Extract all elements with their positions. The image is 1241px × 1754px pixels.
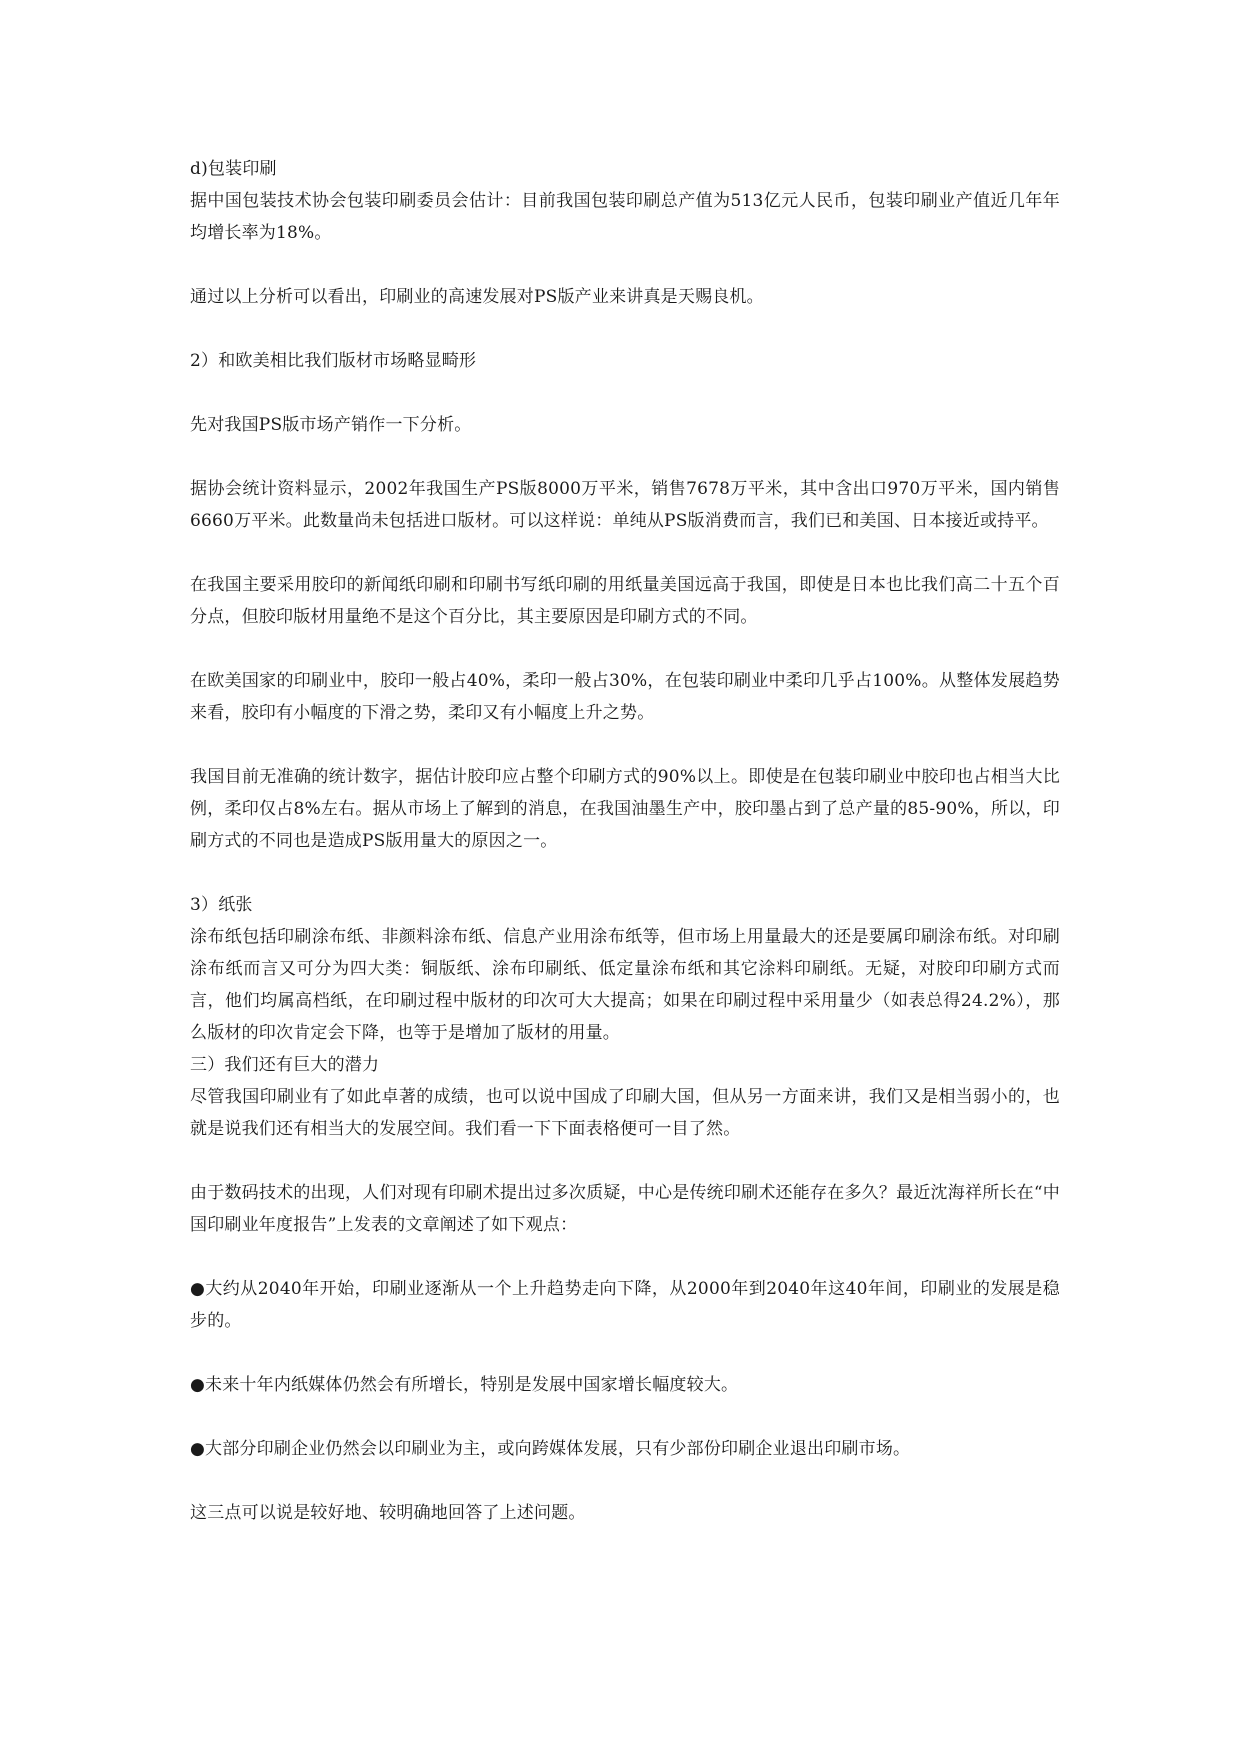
spacer [190,441,1060,473]
spacer [190,1145,1060,1177]
section-heading-packaging-printing: d)包装印刷 [190,159,277,179]
bullet-point-enterprises: ●大部分印刷企业仍然会以印刷业为主，或向跨媒体发展，只有少部份印刷企业退出印刷市场。 [190,1439,911,1459]
paragraph-digital-technology: 由于数码技术的出现，人们对现有印刷术提出过多次质疑，中心是传统印刷术还能存在多久？最近沈海祥所长在“中国印刷业年度报告”上发表的文章阐述了如下观点： [190,1183,1060,1235]
spacer [190,249,1060,281]
paragraph-ps-statistics: 据协会统计资料显示，2002年我国生产PS版8000万平米，销售7678万平米，其中含出口970万平米，国内销售6660万平米。此数量尚未包括进口版材。可以这样说：单纯从PS版消费而言，我们已和美国、日本接近或持平。 [190,479,1060,531]
paragraph-opportunity: 通过以上分析可以看出，印刷业的高速发展对PS版产业来讲真是天赐良机。 [190,287,764,307]
spacer [190,857,1060,889]
spacer [190,1401,1060,1433]
paragraph-china-printing: 我国目前无准确的统计数字，据估计胶印应占整个印刷方式的90%以上。即使是在包装印刷业中胶印也占相当大比例，柔印仅占8%左右。据从市场上了解到的消息，在我国油墨生产中，胶印墨占到了总产量的85-90%，所以，印刷方式的不同也是造成PS版用量大的原因之一。 [190,767,1060,851]
section-heading-paper: 3）纸张 [190,895,253,915]
spacer [190,537,1060,569]
spacer [190,313,1060,345]
paragraph-conclusion: 这三点可以说是较好地、较明确地回答了上述问题。 [190,1503,586,1523]
spacer [190,1337,1060,1369]
section-heading-plate-market: 2）和欧美相比我们版材市场略显畸形 [190,351,477,371]
document-body [190,153,1060,1529]
section-heading-potential: 三）我们还有巨大的潜力 [190,1055,380,1075]
paragraph-development-space: 尽管我国印刷业有了如此卓著的成绩，也可以说中国成了印刷大国，但从另一方面来讲，我们又是相当弱小的，也就是说我们还有相当大的发展空间。我们看一下下面表格便可一目了然。 [190,1087,1060,1139]
paragraph-western-printing: 在欧美国家的印刷业中，胶印一般占40%，柔印一般占30%，在包装印刷业中柔印几乎占100%。从整体发展趋势来看，胶印有小幅度的下滑之势，柔印又有小幅度上升之势。 [190,671,1060,723]
spacer [190,1465,1060,1497]
spacer [190,729,1060,761]
spacer [190,377,1060,409]
spacer [190,633,1060,665]
paragraph-coated-paper: 涂布纸包括印刷涂布纸、非颜料涂布纸、信息产业用涂布纸等，但市场上用量最大的还是要属印刷涂布纸。对印刷涂布纸而言又可分为四大类：铜版纸、涂布印刷纸、低定量涂布纸和其它涂料印刷纸。无疑，对胶印印刷方式而言，他们均属高档纸，在印刷过程中版材的印次可大大提高；如果在印刷过程中采用量少（如表总得24.2%），那么版材的印次肯定会下降，也等于是增加了版材的用量。 [190,927,1060,1043]
bullet-point-paper-media: ●未来十年内纸媒体仍然会有所增长，特别是发展中国家增长幅度较大。 [190,1375,739,1395]
spacer [190,1241,1060,1273]
bullet-point-2040: ●大约从2040年开始，印刷业逐渐从一个上升趋势走向下降，从2000年到2040年这40年间，印刷业的发展是稳步的。 [190,1279,1060,1331]
paragraph-packaging-output: 据中国包装技术协会包装印刷委员会估计：目前我国包装印刷总产值为513亿元人民币，包装印刷业产值近几年年均增长率为18%。 [190,191,1060,243]
paragraph-paper-usage: 在我国主要采用胶印的新闻纸印刷和印刷书写纸印刷的用纸量美国远高于我国，即使是日本也比我们高二十五个百分点，但胶印版材用量绝不是这个百分比，其主要原因是印刷方式的不同。 [190,575,1060,627]
paragraph-ps-analysis-intro: 先对我国PS版市场产销作一下分析。 [190,415,472,435]
